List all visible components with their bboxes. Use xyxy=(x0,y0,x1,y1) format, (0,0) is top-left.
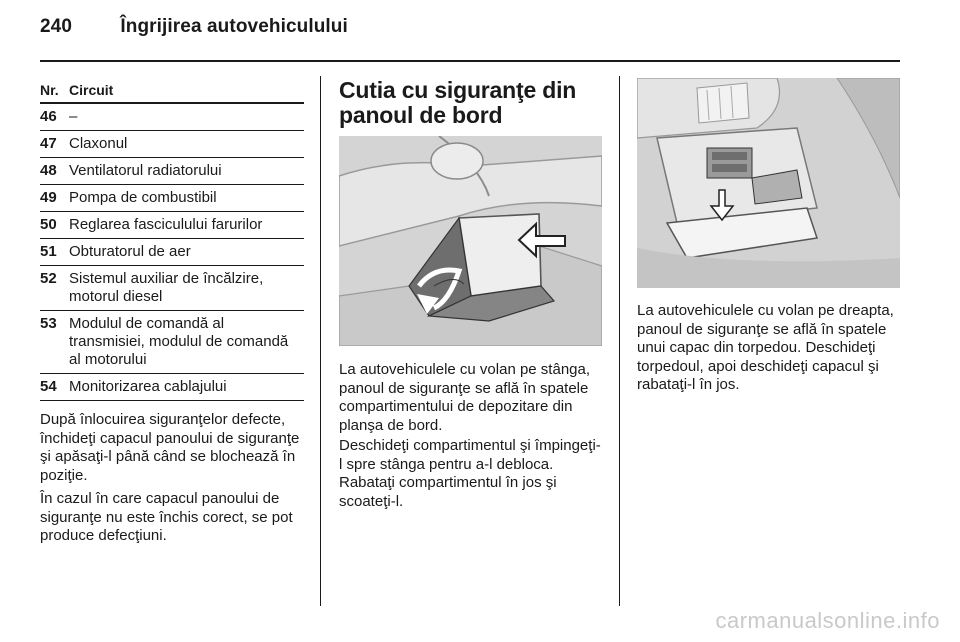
page-number: 240 xyxy=(40,16,73,37)
fuse-circuit: Ventilatorul radiatorului xyxy=(69,162,222,179)
top-rule xyxy=(40,60,900,62)
illustration-lhd-fuse-box xyxy=(339,136,602,346)
table-row xyxy=(40,212,304,239)
fuse-circuit: Obturatorul de aer xyxy=(69,243,191,260)
col-header-circuit: Circuit xyxy=(69,82,114,98)
paragraph: După înlocuirea siguranţelor defecte, închideţi capacul panoului de siguranţe şi apăsaţi-l până când se blochează în poziţie. xyxy=(40,411,300,484)
fuse-circuit: Claxonul xyxy=(69,135,128,152)
fuse-table-body xyxy=(40,104,304,401)
paragraph: În cazul în care capacul panoului de siguranţe nu este închis corect, se pot produce defecţiuni. xyxy=(40,490,293,544)
table-row xyxy=(40,311,304,374)
section-title xyxy=(339,78,604,128)
column-2 xyxy=(339,78,604,128)
section-title-line-2: panoul de bord xyxy=(339,102,503,128)
column-divider-1 xyxy=(320,76,321,606)
page-title: Îngrijirea autovehiculului xyxy=(120,16,348,37)
table-row xyxy=(40,239,304,266)
section-title-line-1: Cutia cu siguranţe din xyxy=(339,77,577,103)
table-row xyxy=(40,158,304,185)
fuse-number: 46 xyxy=(40,108,57,125)
illustration-rhd-svg xyxy=(637,78,900,288)
table-row xyxy=(40,266,304,311)
fuse-number: 47 xyxy=(40,135,57,152)
watermark: carmanualsonline.info xyxy=(715,608,940,633)
fuse-number: 49 xyxy=(40,189,57,206)
fuse-circuit: – xyxy=(69,108,78,125)
table-row xyxy=(40,104,304,131)
fuse-number: 50 xyxy=(40,216,57,233)
paragraph: Deschideţi compartimentul şi împingeţi-l spre stânga pentru a-l debloca. Rabataţi compartimentul în jos şi scoateţi-l. xyxy=(339,437,601,510)
paragraph: La autovehiculele cu volan pe stânga, panoul de siguranţe se află în spatele compartimentului de depozitare din planşa de bord. xyxy=(339,361,591,434)
fuse-table-header xyxy=(40,82,304,104)
paragraph: La autovehiculele cu volan pe dreapta, panoul de siguranţe se află în spatele unui capac din torpedou. Deschideţi torpedoul, apoi deschideţi capacul şi rabataţi-l în jos. xyxy=(637,302,894,393)
fuse-number: 52 xyxy=(40,270,57,287)
fuse-number: 54 xyxy=(40,378,57,395)
fuse-circuit: Monitorizarea cablajului xyxy=(69,378,227,395)
illustration-rhd-glovebox xyxy=(637,78,900,288)
column-divider-2 xyxy=(619,76,620,606)
table-row xyxy=(40,374,304,401)
fuse-circuit: Sistemul auxiliar de încălzire, motorul diesel xyxy=(69,270,264,305)
fuse-circuit: Pompa de combustibil xyxy=(69,189,217,206)
fuse-number: 48 xyxy=(40,162,57,179)
table-row xyxy=(40,185,304,212)
page-header xyxy=(40,16,348,38)
column-1 xyxy=(40,82,304,546)
fuse-number: 53 xyxy=(40,315,57,332)
fuse-number: 51 xyxy=(40,243,57,260)
table-row xyxy=(40,131,304,158)
illustration-lhd-svg xyxy=(339,136,602,346)
fuse-circuit: Reglarea fasciculului farurilor xyxy=(69,216,263,233)
fuse-circuit: Modulul de comandă al transmisiei, modulul de comandă al motorului xyxy=(69,315,289,368)
col-header-nr: Nr. xyxy=(40,82,59,98)
